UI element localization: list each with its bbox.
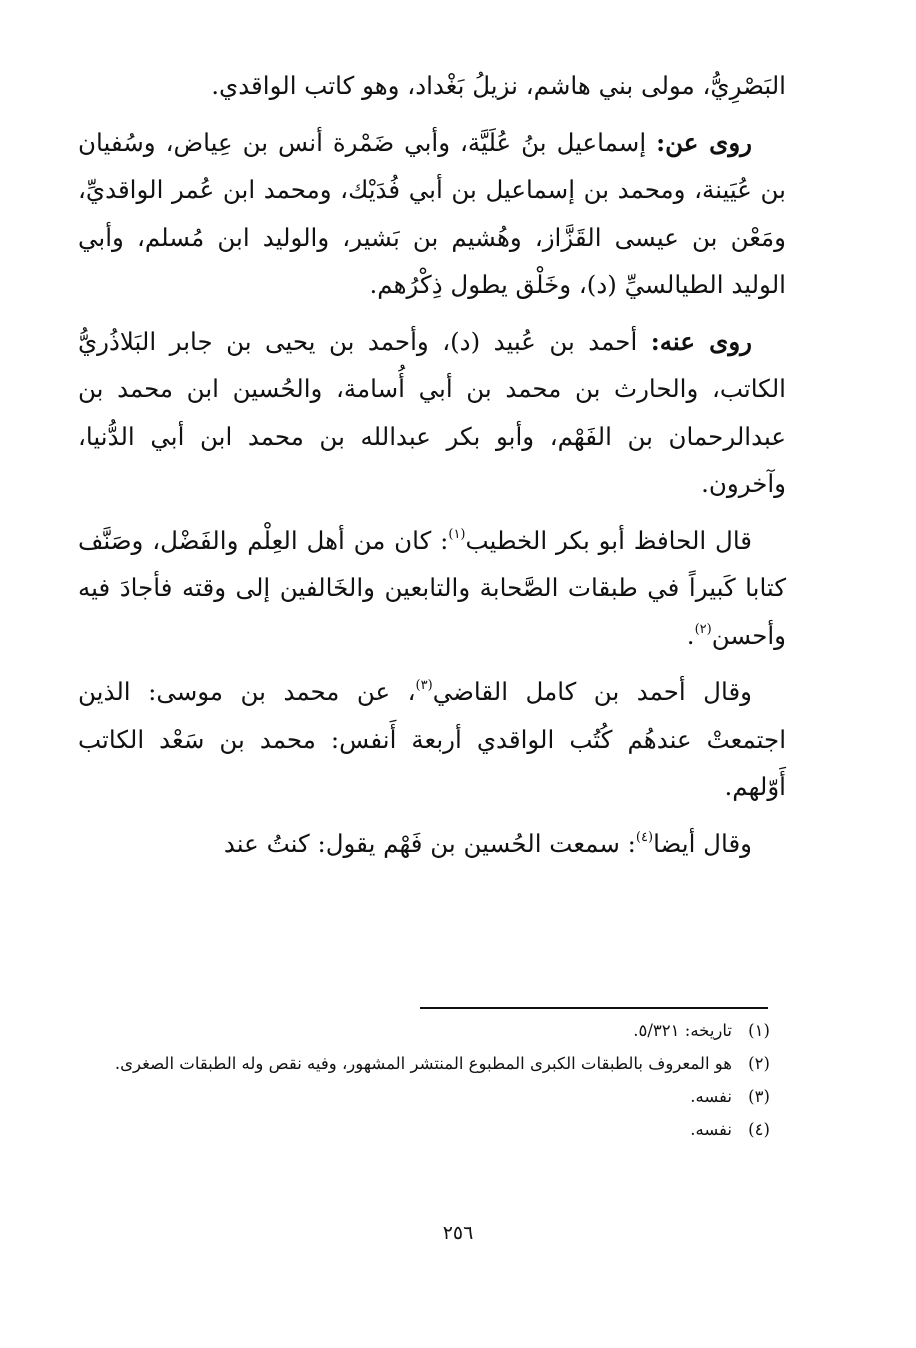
- paragraph-text: إسماعيل بنُ عُلَيَّة، وأبي ضَمْرة أنس بن عِياض، وسُفيان بن عُيَينة، ومحمد بن إسماعيل بن أبي فُدَيْك، ومحمد ابن عُمر الواقديِّ، ومَعْن بن عيسى القَزَّاز، وهُشيم بن بَشير، والوليد ابن مُسلم، وأبي الوليد الطيالسيِّ (د)، وخَلْق يطول ذِكْرُهم.: [78, 127, 786, 299]
- paragraph-khatib-quote: [78, 517, 786, 660]
- paragraph-narrated-by: [78, 318, 786, 508]
- paragraph-text: وقال أحمد بن كامل القاضي: [432, 677, 752, 706]
- paragraph-text: وقال أيضا: [653, 828, 752, 858]
- page-number: ٢٥٦: [442, 1222, 474, 1244]
- footnote-ref[interactable]: (٣): [415, 678, 433, 693]
- footnote-ref[interactable]: (١): [448, 526, 466, 542]
- footnote-item: [78, 1113, 786, 1146]
- footnote-divider: [420, 1007, 768, 1009]
- footnote-number: (١): [748, 1021, 770, 1040]
- paragraph-qadi-quote: [78, 668, 786, 811]
- paragraph-text: أحمد بن عُبيد (د)، وأحمد بن يحيى بن جابر البَلاذُريُّ الكاتب، والحارث بن محمد بن أبي أُسامة، والحُسين ابن محمد بن عبدالرحمان بن الفَهْم، وأبو بكر عبدالله بن محمد ابن أبي الدُّنيا، وآخرون.: [78, 326, 786, 498]
- footnotes: [78, 1014, 786, 1146]
- footnote-text: نفسه.: [690, 1087, 732, 1106]
- footnote-item: [78, 1047, 786, 1080]
- paragraph-text: قال الحافظ أبو بكر الخطيب: [465, 525, 752, 555]
- section-lead: روى عنه:: [650, 326, 752, 356]
- paragraph-text: : كان من أهل العِلْم والفَضْل، وصَنَّف كتابا كَبيراً في طبقات الصَّحابة والتابعين والخَالفين إلى وقته فأجادَ فيه وأحسن: [78, 525, 786, 650]
- footnote-ref[interactable]: (٢): [694, 621, 712, 637]
- footnote-item: [78, 1014, 786, 1047]
- main-text: [78, 62, 786, 876]
- footnote-ref[interactable]: (٤): [635, 829, 654, 845]
- paragraph-narrated-from: [78, 119, 786, 309]
- footnote-number: (٣): [748, 1087, 770, 1106]
- paragraph-fahm-quote: [78, 820, 786, 868]
- footnote-number: (٢): [748, 1054, 770, 1073]
- footnote-text: هو المعروف بالطبقات الكبرى المطبوع المنتشر المشهور، وفيه نقص وله الطبقات الصغرى.: [114, 1054, 732, 1073]
- paragraph-text: .: [686, 620, 695, 650]
- paragraph-text: البَصْرِيُّ، مولى بني هاشم، نزيلُ بَغْداد، وهو كاتب الواقدي.: [211, 71, 786, 100]
- footnote-text: تاريخه: ٥/٣٢١.: [633, 1021, 732, 1040]
- section-lead: روى عن:: [656, 127, 752, 157]
- footnote-number: (٤): [748, 1120, 770, 1139]
- paragraph-text: ، عن محمد بن موسى: الذين اجتمعتْ عندهُم كُتُب الواقدي أربعة أَنفس: محمد بن سَعْد الكاتب أَوّلهم.: [78, 677, 786, 801]
- paragraph-text: : سمعت الحُسين بن فَهْم يقول: كنتُ عند: [223, 828, 636, 858]
- paragraph-intro: [78, 62, 786, 110]
- footnote-item: [78, 1080, 786, 1113]
- footnote-text: نفسه.: [690, 1120, 732, 1139]
